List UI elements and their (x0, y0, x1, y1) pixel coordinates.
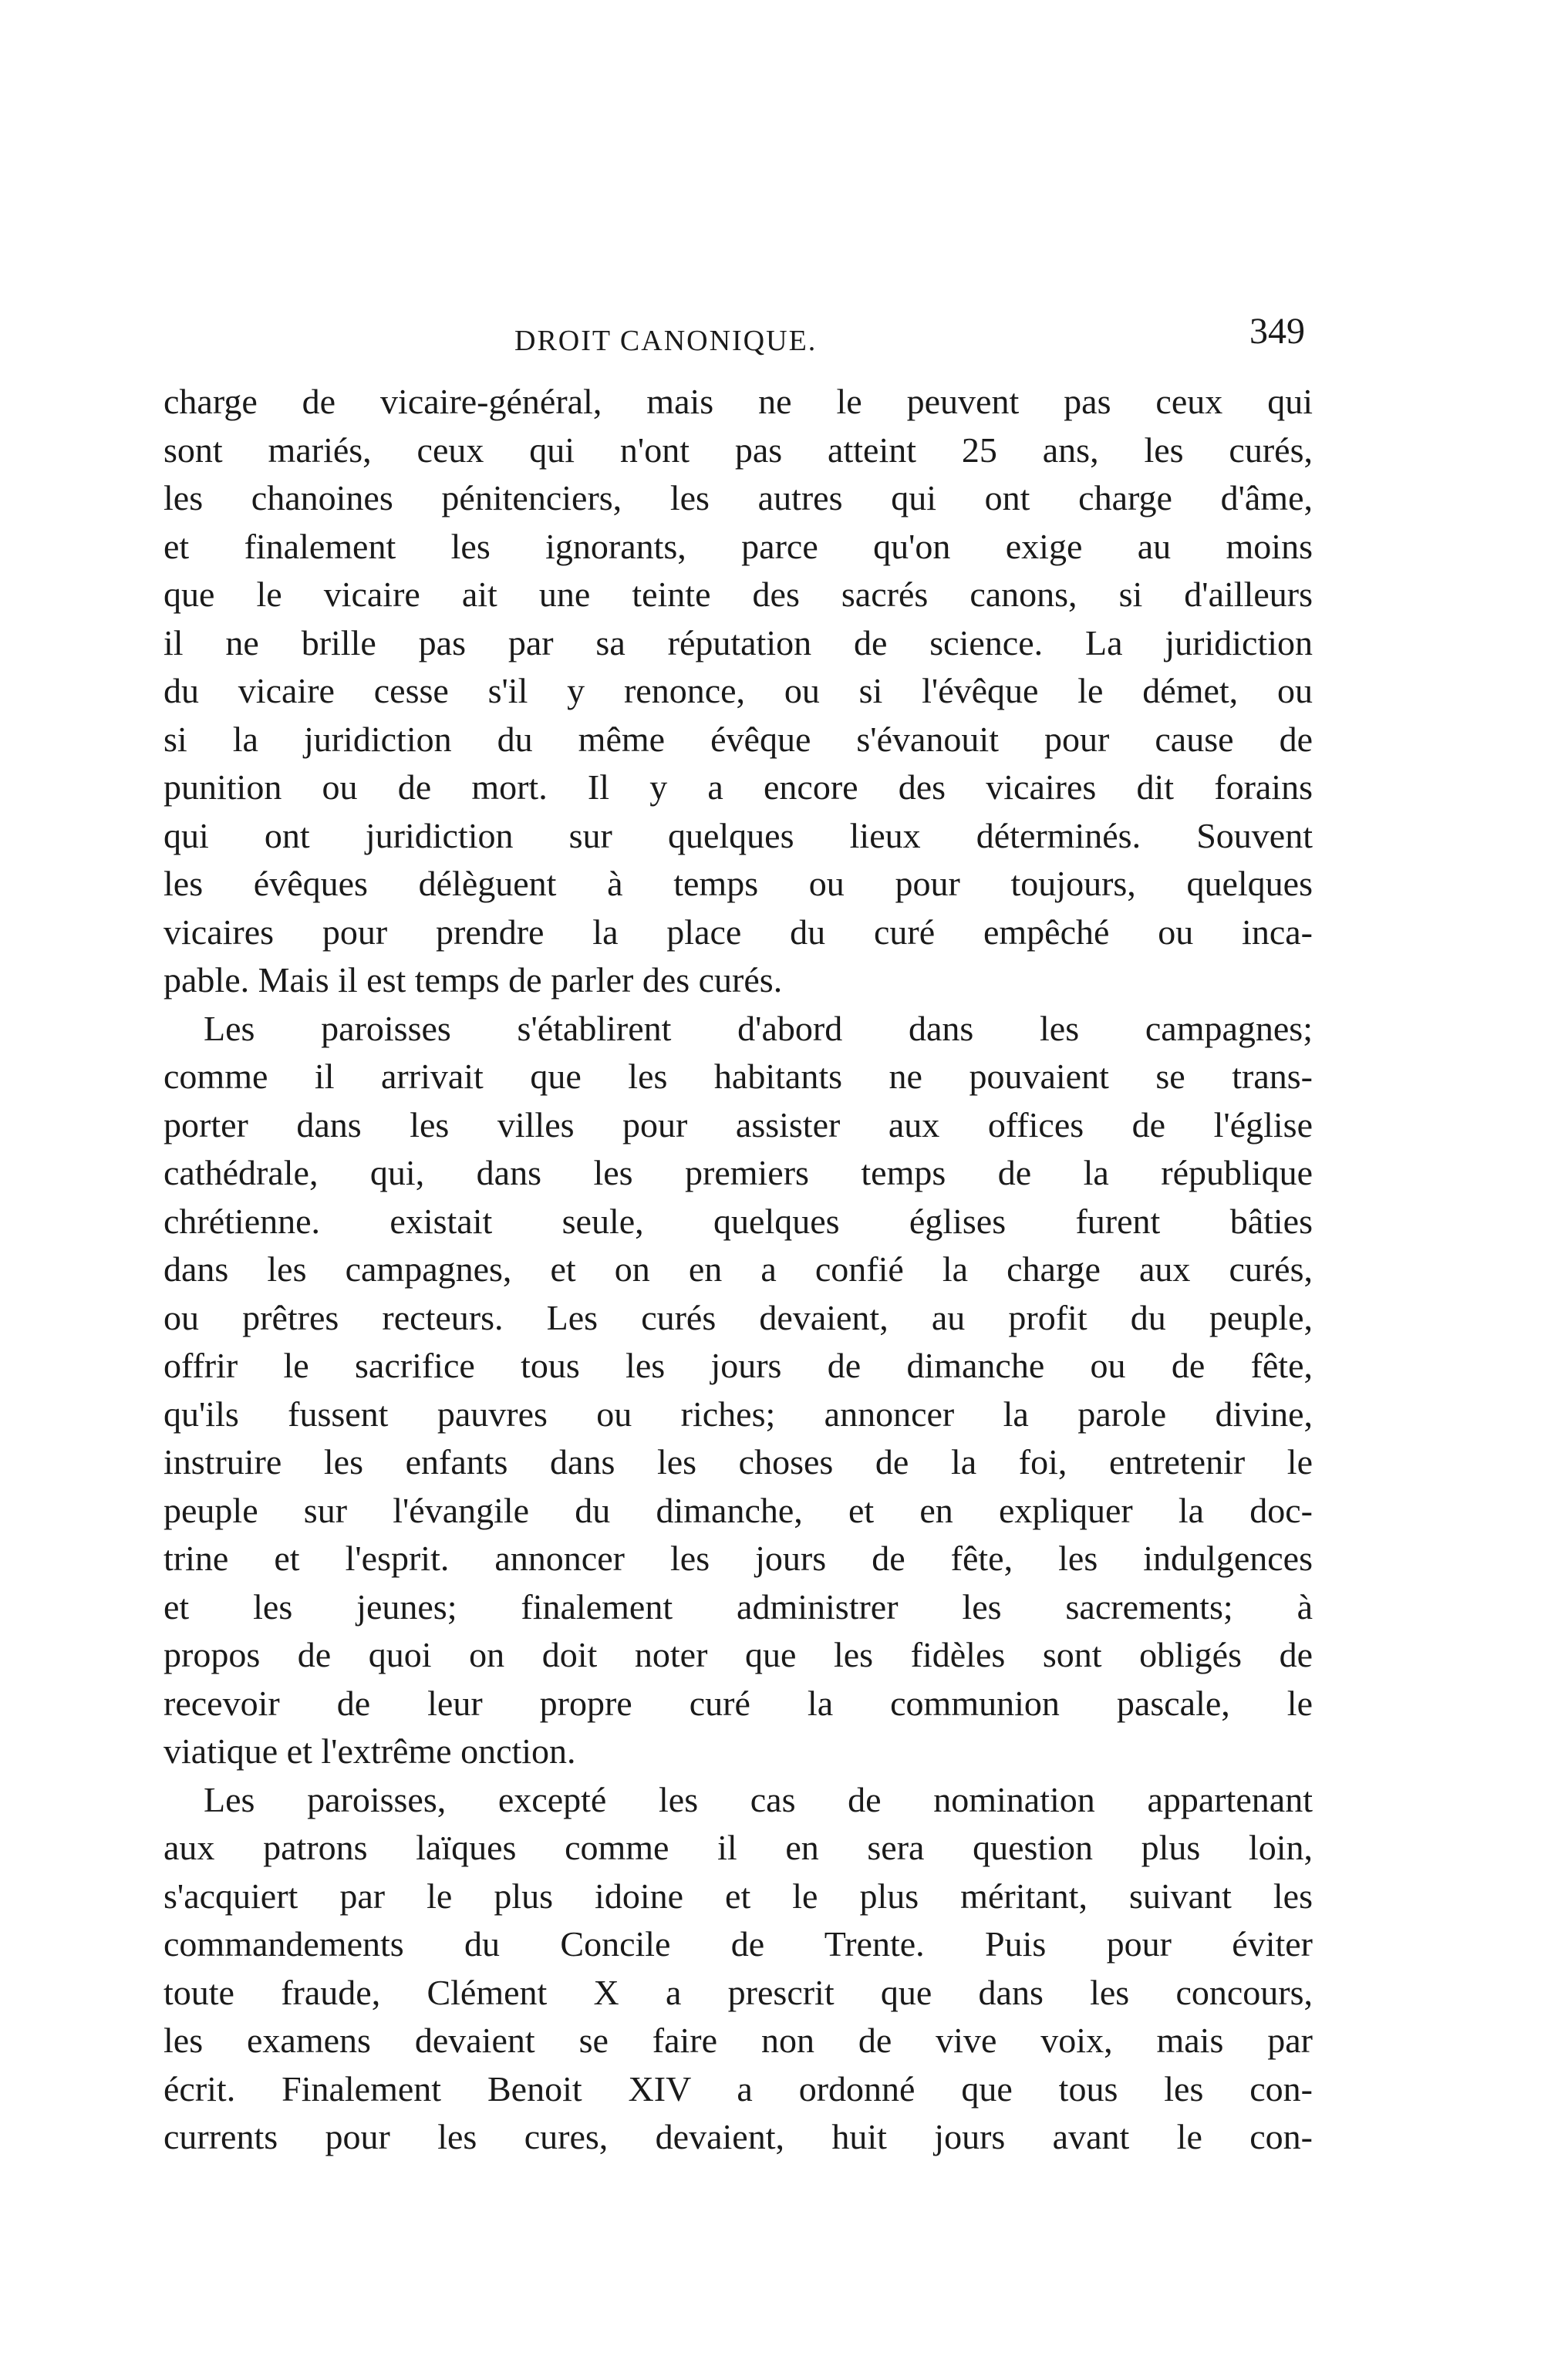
text-line: Les paroisses, excepté les cas de nomination appartenant (204, 1779, 1313, 1819)
text-line: s'acquiert par le plus idoine et le plus méritant, suivant les (164, 1876, 1313, 1916)
text-line: recevoir de leur propre curé la communion pascale, le (164, 1683, 1313, 1723)
text-line: comme il arrivait que les habitants ne pouvaient se trans- (164, 1057, 1313, 1096)
text-line: toute fraude, Clément X a prescrit que dans les concours, (164, 1972, 1313, 2012)
paragraph-1 (164, 378, 1313, 1005)
text-line: instruire les enfants dans les choses de la foi, entretenir le (164, 1442, 1313, 1482)
text-line: dans les campagnes, et on en a confié la charge aux curés, (164, 1249, 1313, 1289)
text-line: et les jeunes; finalement administrer les sacrements; à (164, 1586, 1313, 1627)
text-line: que le vicaire ait une teinte des sacrés canons, si d'ailleurs (164, 575, 1313, 614)
text-line: currents pour les cures, devaient, huit jours avant le con- (164, 2117, 1313, 2156)
text-line: chrétienne. existait seule, quelques églises furent bâties (164, 1201, 1313, 1241)
text-line: viatique et l'extrême onction. (164, 1731, 576, 1771)
text-line: les examens devaient se faire non de vive voix, mais par (164, 2021, 1313, 2060)
text-line: Les paroisses s'établirent d'abord dans les campagnes; (204, 1008, 1313, 1048)
text-line: commandements du Concile de Trente. Puis pour éviter (164, 1924, 1313, 1964)
text-line: les évêques délèguent à temps ou pour toujours, quelques (164, 864, 1313, 903)
text-line: du vicaire cesse s'il y renonce, ou si l'évêque le démet, ou (164, 671, 1313, 710)
text-line: les chanoines pénitenciers, les autres qui ont charge d'âme, (164, 478, 1313, 517)
page-number: 349 (1249, 311, 1305, 352)
text-line: punition ou de mort. Il y a encore des vicaires dit forains (164, 767, 1313, 807)
text-line: ou prêtres recteurs. Les curés devaient, au profit du peuple, (164, 1297, 1313, 1337)
text-line: propos de quoi on doit noter que les fidèles sont obligés de (164, 1635, 1313, 1674)
text-line: charge de vicaire-général, mais ne le peuvent pas ceux qui (164, 382, 1313, 421)
text-line: sont mariés, ceux qui n'ont pas atteint 25 ans, les curés, (164, 430, 1313, 470)
text-line: cathédrale, qui, dans les premiers temps de la république (164, 1153, 1313, 1192)
running-title: DROIT CANONIQUE. (514, 325, 818, 357)
text-line: trine et l'esprit. annoncer les jours de fête, les indulgences (164, 1539, 1313, 1578)
text-line: si la juridiction du même évêque s'évanouit pour cause de (164, 719, 1313, 759)
text-line: vicaires pour prendre la place du curé empêché ou inca- (164, 912, 1313, 952)
text-line: porter dans les villes pour assister aux offices de l'église (164, 1104, 1313, 1144)
text-line: il ne brille pas par sa réputation de science. La juridiction (164, 622, 1313, 662)
text-line: qu'ils fussent pauvres ou riches; annoncer la parole divine, (164, 1394, 1313, 1434)
text-line: peuple sur l'évangile du dimanche, et en expliquer la doc- (164, 1490, 1313, 1530)
paragraph-3 (164, 1776, 1313, 2162)
text-line: qui ont juridiction sur quelques lieux déterminés. Souvent (164, 815, 1313, 855)
text-line: et finalement les ignorants, parce qu'on exige au moins (164, 526, 1313, 566)
text-line: écrit. Finalement Benoit XIV a ordonné que tous les con- (164, 2068, 1313, 2109)
text-line: aux patrons laïques comme il en sera question plus loin, (164, 1828, 1313, 1867)
text-line: pable. Mais il est temps de parler des curés. (164, 960, 783, 1000)
text-line: offrir le sacrifice tous les jours de dimanche ou de fête, (164, 1346, 1313, 1385)
body-text (164, 378, 1313, 2162)
running-head (164, 310, 1313, 372)
paragraph-2 (164, 1005, 1313, 1776)
